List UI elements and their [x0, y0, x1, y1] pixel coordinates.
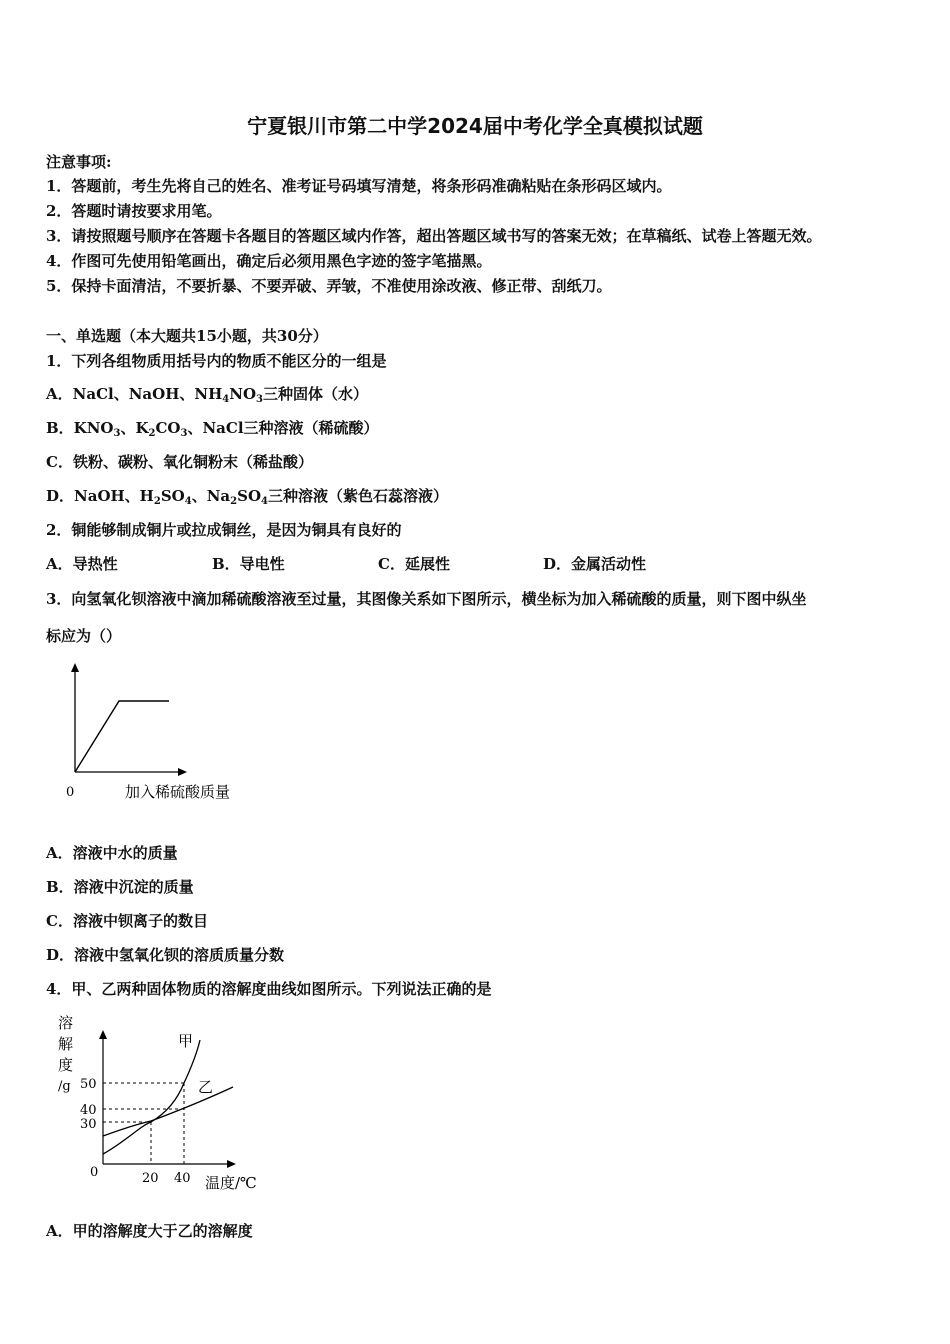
- origin-label: 0: [66, 785, 75, 800]
- question-4-option-a: A．甲的溶解度大于乙的溶解度: [46, 1222, 253, 1240]
- curve-jia-label: 甲: [178, 1032, 194, 1050]
- page-title: 宁夏银川市第二中学2024届中考化学全真模拟试题: [247, 114, 703, 138]
- question-1-option-b: B．$KNO_3$、$K_2CO_3$、NaCl三种溶液（稀硫酸）: [46, 419, 379, 439]
- y-label-char: 解: [58, 1035, 74, 1053]
- question-2-option-d: D．金属活动性: [543, 555, 647, 573]
- curve-yi: [103, 1087, 233, 1136]
- y-tick-30: 30: [80, 1117, 97, 1132]
- x-tick-40: 40: [174, 1171, 191, 1186]
- curve-yi-label: 乙: [198, 1078, 214, 1096]
- notice-item: 2．答题时请按要求用笔。: [46, 202, 222, 220]
- notice-item: 1．答题前，考生先将自己的姓名、准考证号码填写清楚，将条形码准确粘贴在条形码区域内。: [46, 177, 672, 195]
- notice-item: 4．作图可先使用铅笔画出，确定后必须用黑色字迹的签字笔描黑。: [46, 252, 492, 270]
- question-4-solubility-graph: [50, 1008, 280, 1198]
- graph-curve: [75, 701, 169, 772]
- x-axis-arrow: [227, 1160, 236, 1168]
- y-tick-40: 40: [80, 1103, 97, 1118]
- x-tick-20: 20: [142, 1171, 159, 1186]
- x-axis-label: 加入稀硫酸质量: [125, 783, 231, 801]
- section-heading: 一、单选题（本大题共15小题，共30分）: [46, 327, 328, 345]
- question-1-option-c: C．铁粉、碳粉、氧化铜粉末（稀盐酸）: [46, 453, 313, 471]
- question-3-stem-continued: 标应为（）: [46, 627, 122, 645]
- question-1-option-d: D．NaOH、$H_2SO_4$、$Na_2SO_4$三种溶液（紫色石蕊溶液）: [46, 487, 448, 507]
- y-axis-arrow: [99, 1030, 107, 1039]
- x-axis-label: 温度/℃: [205, 1174, 257, 1192]
- question-3-option-b: B．溶液中沉淀的质量: [46, 878, 194, 896]
- question-1-stem: 1．下列各组物质用括号内的物质不能区分的一组是: [46, 352, 387, 370]
- origin-label: 0: [90, 1165, 99, 1180]
- question-1-option-a: A．NaCl、NaOH、$NH_4NO_3$三种固体（水）: [46, 385, 368, 405]
- question-2-option-c: C．延展性: [378, 555, 450, 573]
- question-2-option-b: B．导电性: [212, 555, 285, 573]
- y-label-char: 度: [58, 1056, 74, 1074]
- question-3-stem: 3．向氢氧化钡溶液中滴加稀硫酸溶液至过量，其图像关系如下图所示，横坐标为加入稀硫酸的质量，则下图中纵坐: [46, 590, 807, 608]
- y-label-unit: /g: [58, 1079, 71, 1094]
- question-2-option-a: A．导热性: [46, 555, 118, 573]
- notice-heading: 注意事项:: [46, 153, 112, 171]
- y-label-char: 溶: [58, 1014, 74, 1032]
- question-3-option-c: C．溶液中钡离子的数目: [46, 912, 208, 930]
- question-3-graph: [55, 660, 265, 805]
- y-tick-50: 50: [80, 1077, 97, 1092]
- question-3-option-a: A．溶液中水的质量: [46, 844, 178, 862]
- question-2-stem: 2．铜能够制成铜片或拉成铜丝，是因为铜具有良好的: [46, 521, 402, 539]
- notice-item: 3．请按照题号顺序在答题卡各题目的答题区域内作答，超出答题区域书写的答案无效；在草稿纸、试卷上答题无效。: [46, 227, 822, 245]
- x-axis-arrow: [178, 768, 187, 776]
- y-axis-arrow: [71, 663, 79, 672]
- notice-item: 5．保持卡面清洁，不要折暴、不要弄破、弄皱，不准使用涂改液、修正带、刮纸刀。: [46, 277, 612, 295]
- question-4-stem: 4．甲、乙两种固体物质的溶解度曲线如图所示。下列说法正确的是: [46, 980, 492, 998]
- question-3-option-d: D．溶液中氢氧化钡的溶质质量分数: [46, 946, 285, 964]
